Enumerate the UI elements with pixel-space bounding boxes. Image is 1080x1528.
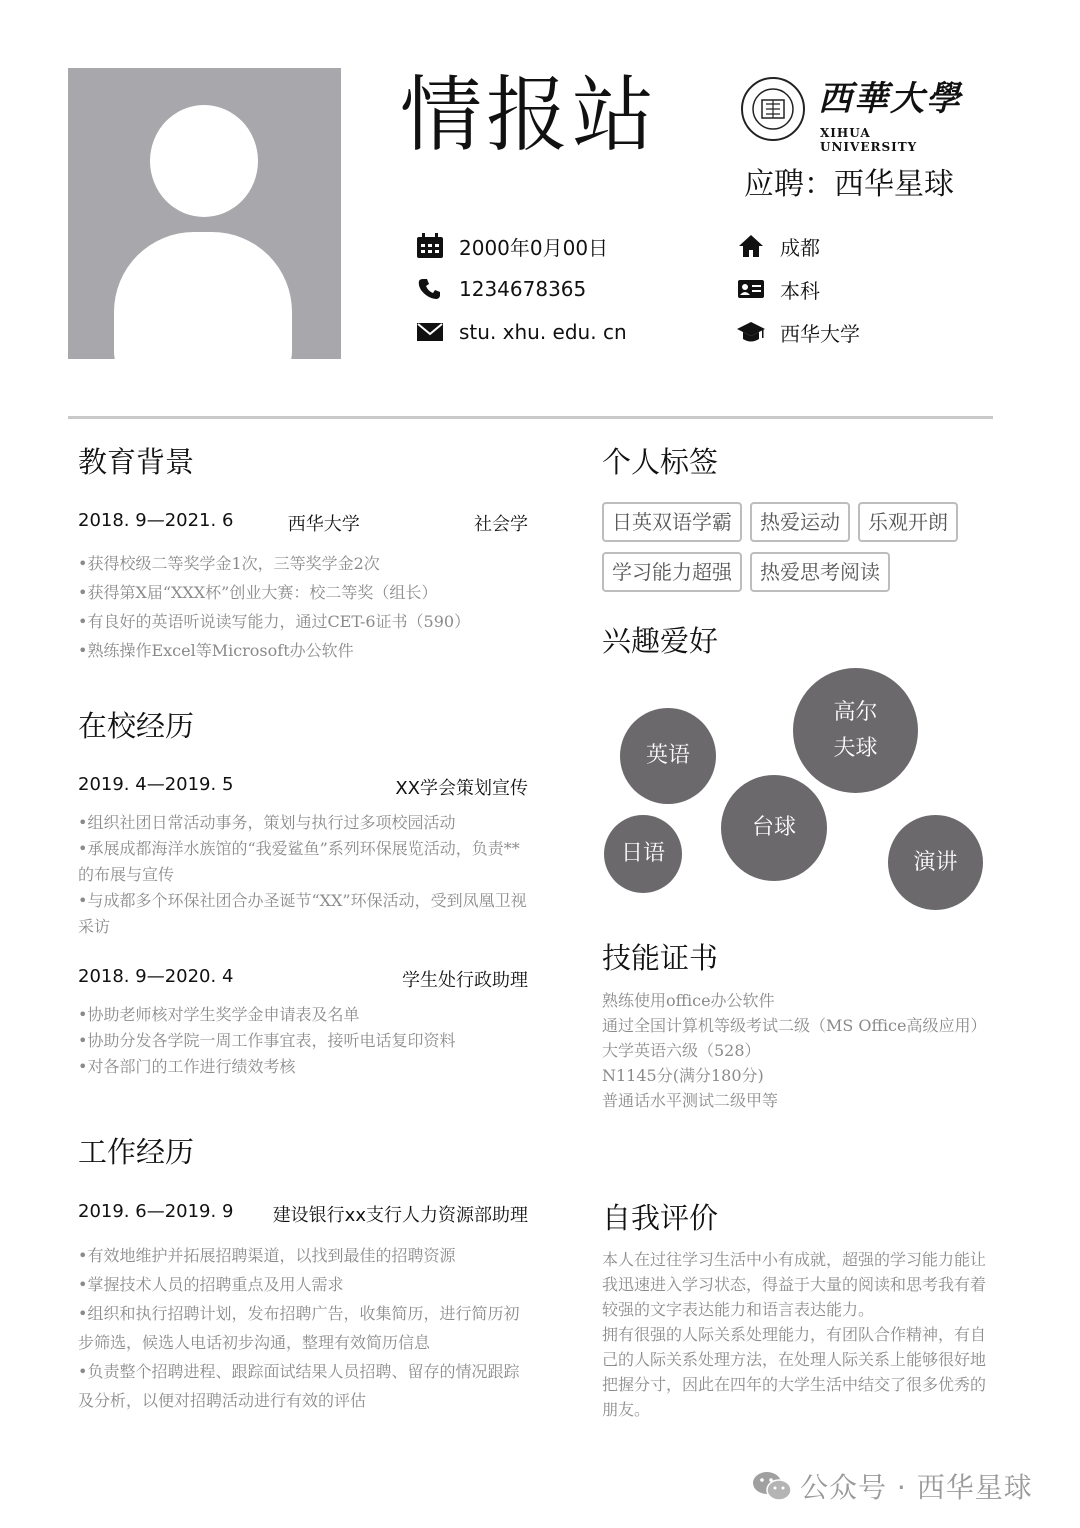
education-major: 社会学 — [473, 514, 528, 535]
list-item: •承展成都海洋水族馆的“我爱鲨鱼”系列环保展览活动，负责**的布展与宣传 — [78, 839, 520, 884]
hobby-bubble-speech: 演讲 — [888, 815, 983, 910]
watermark — [752, 1466, 1033, 1506]
contact-column-right — [736, 231, 860, 360]
campus-title: 在校经历 — [78, 709, 195, 743]
apply-position: 应聘：西华星球 — [744, 167, 954, 202]
city-row — [736, 231, 860, 261]
watermark-text: 公众号 · 西华星球 — [800, 1471, 1033, 1504]
city-value: 成都 — [780, 235, 820, 260]
calendar-icon — [415, 231, 445, 261]
campus-entry-1-period: 2019. 4—2019. 5 — [78, 774, 234, 795]
email-value: stu. xhu. edu. cn — [459, 320, 627, 344]
education-bullets — [78, 549, 530, 665]
self-eval-text — [602, 1247, 994, 1422]
list-item: •有良好的英语听说读写能力，通过CET-6证书（590） — [78, 612, 471, 631]
work-role: 建设银行xx支行人力资源部助理 — [272, 1205, 528, 1226]
campus-entry-1-bullets — [78, 810, 530, 940]
university-name-cn: 西華大學 — [818, 79, 962, 119]
campus-entry-1-head — [78, 774, 528, 800]
paragraph: 本人在过往学习生活中小有成就，超强的学习能力能让我迅速进入学习状态，得益于大量的阅读和思考我有着较强的文字表达能力和语言表达能力。 — [602, 1250, 987, 1319]
education-entry-head — [78, 510, 528, 536]
campus-entry-2-period: 2018. 9—2020. 4 — [78, 966, 234, 987]
graduation-cap-icon — [736, 317, 766, 347]
education-title: 教育背景 — [78, 445, 195, 479]
skills-list — [602, 988, 994, 1113]
mail-icon — [415, 317, 445, 347]
list-item: •组织社团日常活动事务，策划与执行过多项校园活动 — [78, 813, 456, 832]
birthday-row — [415, 231, 627, 261]
tag-item: 热爱运动 — [750, 502, 850, 542]
degree-value: 本科 — [780, 278, 820, 303]
list-item: •获得校级二等奖学金1次，三等奖学金2次 — [78, 554, 380, 573]
wechat-icon — [752, 1469, 792, 1503]
skills-title: 技能证书 — [602, 941, 719, 975]
tag-item: 热爱思考阅读 — [750, 552, 890, 592]
tag-item: 日英双语学霸 — [602, 502, 742, 542]
list-item: •负责整个招聘进程、跟踪面试结果人员招聘、留存的情况跟踪及分析，以便对招聘活动进行有效的评估 — [78, 1362, 520, 1410]
tag-item: 乐观开朗 — [858, 502, 958, 542]
hobbies-title: 兴趣爱好 — [602, 624, 719, 658]
self-eval-title: 自我评价 — [602, 1201, 719, 1235]
list-item: •协助老师核对学生奖学金申请表及名单 — [78, 1005, 360, 1024]
list-item: 普通话水平测试二级甲等 — [602, 1091, 779, 1110]
school-row — [736, 317, 860, 347]
birthday-value: 2000年0月00日 — [459, 235, 609, 260]
candidate-name: 情报站 — [400, 68, 659, 163]
list-item: •熟练操作Excel等Microsoft办公软件 — [78, 641, 354, 660]
university-name-en: XIHUA UNIVERSITY — [820, 126, 918, 154]
phone-row — [415, 274, 627, 304]
school-value: 西华大学 — [780, 321, 860, 346]
work-period: 2019. 6—2019. 9 — [78, 1201, 234, 1222]
list-item: 熟练使用office办公软件 — [602, 991, 775, 1010]
email-row — [415, 317, 627, 347]
home-icon — [736, 231, 766, 261]
education-period: 2018. 9—2021. 6 — [78, 510, 234, 531]
list-item: •有效地维护并拓展招聘渠道，以找到最佳的招聘资源 — [78, 1246, 456, 1265]
list-item: •协助分发各学院一周工作事宜表，接听电话复印资料 — [78, 1031, 456, 1050]
id-card-icon — [736, 274, 766, 304]
work-bullets — [78, 1241, 530, 1415]
degree-row — [736, 274, 860, 304]
phone-value: 1234678365 — [459, 277, 587, 301]
tags-list — [602, 502, 1002, 592]
profile-photo-placeholder — [68, 68, 341, 359]
list-item: 通过全国计算机等级考试二级（MS Office高级应用） — [602, 1016, 987, 1035]
campus-entry-2-head — [78, 966, 528, 992]
university-logo — [740, 76, 962, 154]
tag-item: 学习能力超强 — [602, 552, 742, 592]
paragraph: 拥有很强的人际关系处理能力，有团队合作精神，有自己的人际关系处理方法，在处理人际关系上能够很好地把握分寸，因此在四年的大学生活中结交了很多优秀的朋友。 — [602, 1325, 987, 1419]
avatar-shoulders — [114, 232, 292, 359]
campus-entry-2-bullets — [78, 1002, 530, 1080]
campus-entry-1-role: XX学会策划宣传 — [395, 778, 528, 799]
hobby-bubble-billiards: 台球 — [721, 775, 827, 881]
hobby-bubble-english: 英语 — [620, 708, 716, 804]
contact-column-left — [415, 231, 627, 360]
education-school: 西华大学 — [287, 514, 360, 535]
avatar-head — [150, 105, 258, 217]
list-item: •与成都多个环保社团合办圣诞节“XX”环保活动，受到凤凰卫视采访 — [78, 891, 527, 936]
header-divider — [68, 416, 993, 419]
hobby-bubble-golf: 高尔夫球 — [793, 668, 918, 793]
work-title: 工作经历 — [78, 1135, 195, 1169]
hobby-bubble-japanese: 日语 — [604, 815, 682, 893]
list-item: N1145分(满分180分) — [602, 1066, 764, 1085]
list-item: •掌握技术人员的招聘重点及用人需求 — [78, 1275, 344, 1294]
campus-entry-2-role: 学生处行政助理 — [402, 970, 528, 991]
phone-icon — [415, 274, 445, 304]
list-item: 大学英语六级（528） — [602, 1041, 761, 1060]
list-item: •组织和执行招聘计划，发布招聘广告，收集简历，进行简历初步筛选，候选人电话初步沟通，整理有效简历信息 — [78, 1304, 520, 1352]
university-seal-icon — [740, 76, 806, 142]
list-item: •获得第X届“XXX杯”创业大赛：校二等奖（组长） — [78, 583, 438, 602]
work-entry-head — [78, 1201, 528, 1227]
tags-title: 个人标签 — [602, 445, 719, 479]
list-item: •对各部门的工作进行绩效考核 — [78, 1057, 296, 1076]
